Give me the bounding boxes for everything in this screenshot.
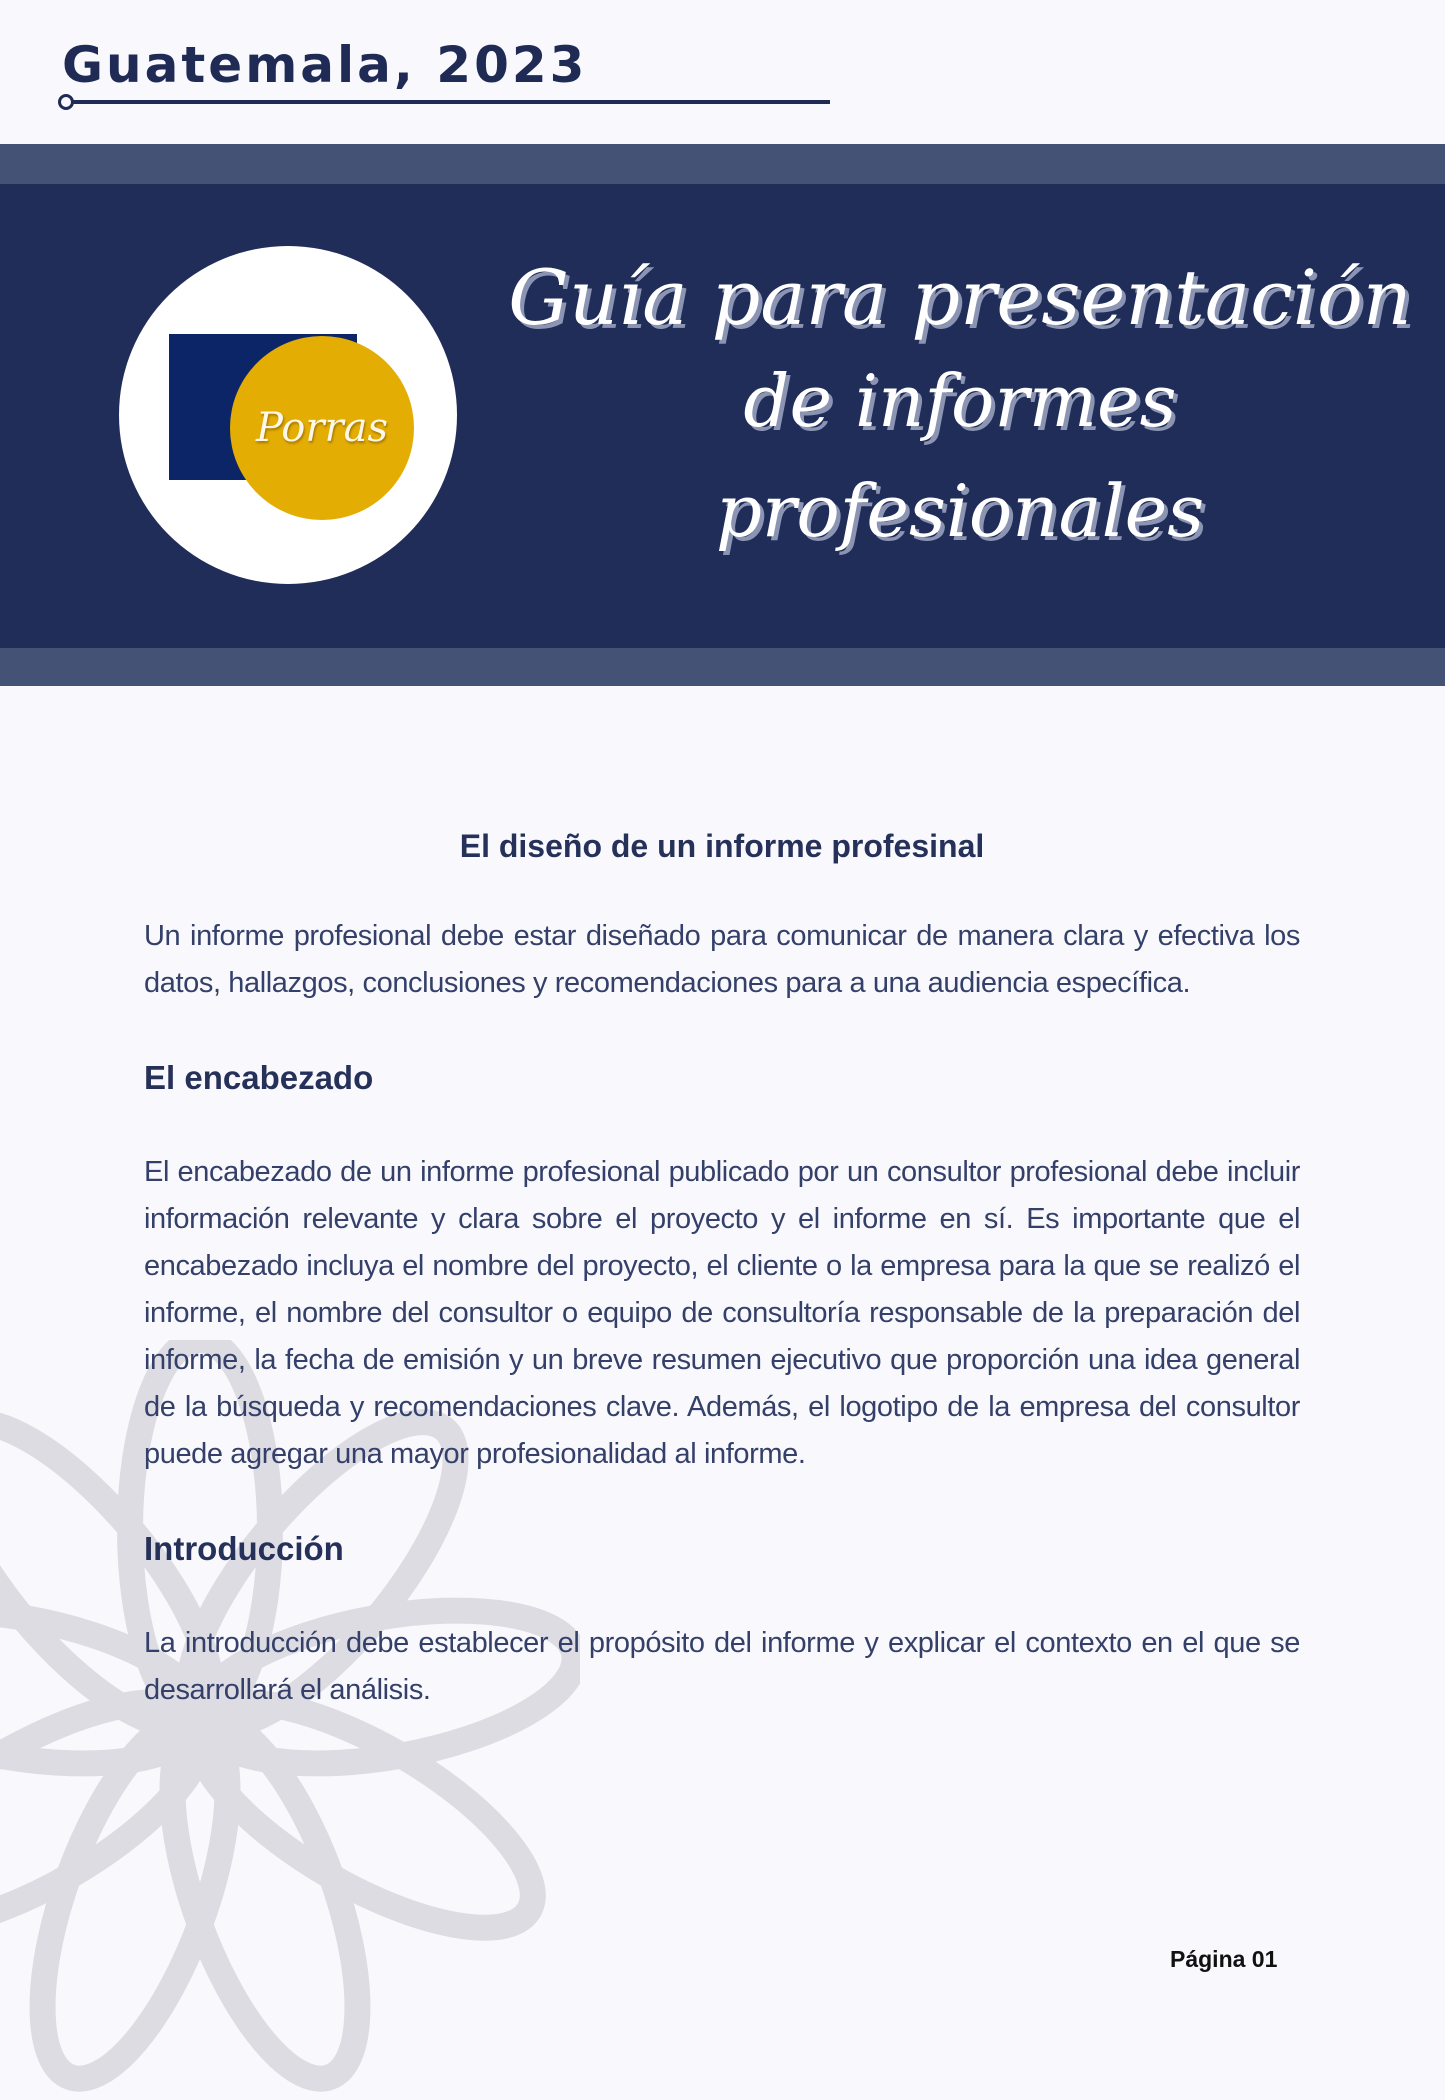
logo-text: Porras — [256, 405, 388, 451]
logo-gold-circle — [230, 336, 414, 520]
document-body — [144, 820, 1300, 1714]
banner-title-line2: de informes profesionales — [715, 359, 1205, 553]
banner-title-line1: Guía para presentación — [508, 253, 1412, 342]
header-underline-dot — [58, 94, 74, 110]
page-number: Página 01 — [1170, 1946, 1278, 1972]
intro-paragraph: Un informe profesional debe estar diseñado para comunicar de manera clara y efectiva los datos, hallazgos, conclusiones y recomendaciones para a una audiencia específica. — [144, 920, 1300, 999]
header-underline — [68, 100, 830, 104]
section-paragraph-introduccion: La introducción debe establecer el propósito del informe y explicar el contexto en el que se desarrollará el análisis. — [144, 1627, 1300, 1706]
location-year-heading: Guatemala, 2023 — [62, 36, 588, 94]
section-paragraph-encabezado: El encabezado de un informe profesional publicado por un consultor profesional debe incluir información relevante y clara sobre el proyecto y el informe en sí. Es importante que el encabezado incluya el nombre del proyecto, el cliente o la empresa para la que se realizó el informe, el nombre del consultor o equipo de consultoría responsable de la preparación del informe, la fecha de emisión y un breve resumen ejecutivo que proporción una idea general de la búsqueda y recomendaciones clave. Además, el logotipo de la empresa del consultor puede agregar una mayor profesionalidad al informe. — [144, 1156, 1300, 1470]
section-heading-introduccion: Introducción — [144, 1530, 344, 1567]
section-heading-encabezado: El encabezado — [144, 1059, 374, 1096]
document-title: El diseño de un informe profesinal — [459, 828, 985, 864]
banner-title — [500, 250, 1420, 566]
